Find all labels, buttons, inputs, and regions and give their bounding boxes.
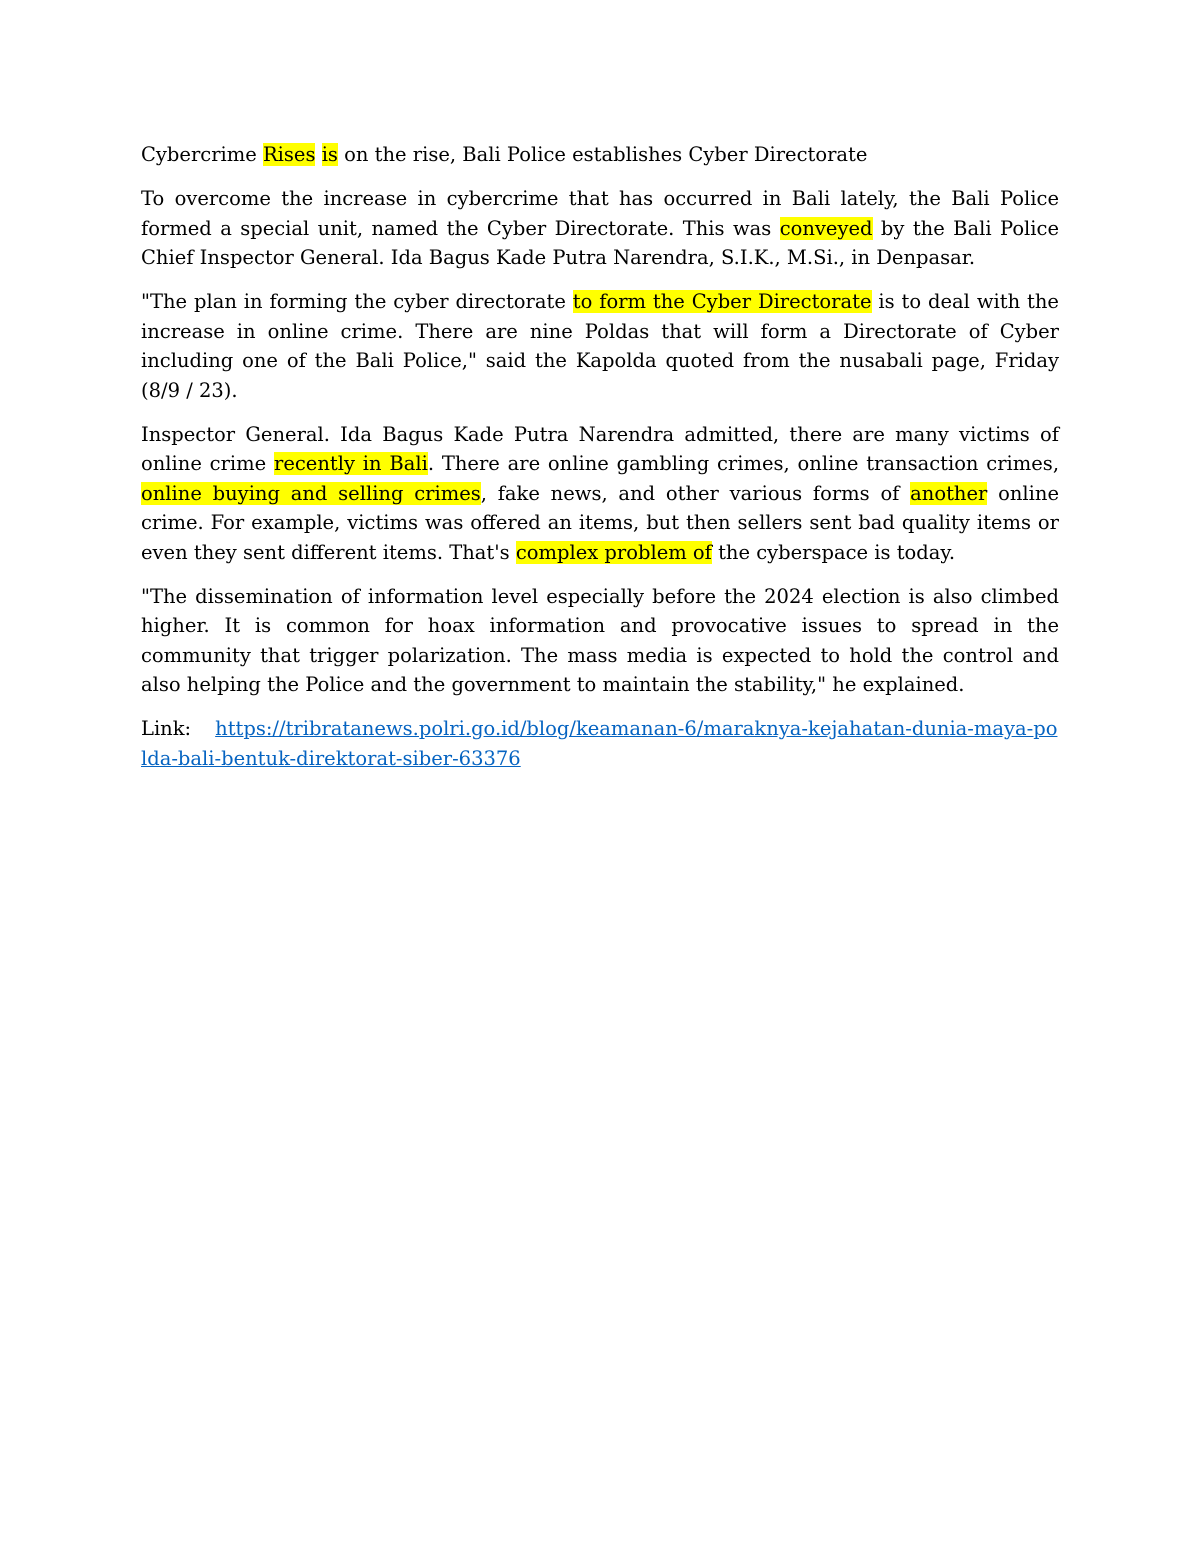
paragraph-text: , fake news, and other various forms of <box>480 481 911 505</box>
paragraph-text: the cyberspace is today. <box>711 540 956 564</box>
paragraph-1 <box>141 184 1059 273</box>
paragraph-text: . There are online gambling crimes, online transaction crimes, <box>427 452 1060 475</box>
title-text: Cybercrime <box>141 143 263 166</box>
highlight-recently-in-bali: recently in Bali <box>274 452 428 475</box>
highlight-online-buying-selling: online buying and selling crimes <box>141 481 481 505</box>
highlight-conveyed: conveyed <box>779 216 873 240</box>
highlight-to-form-cyber-directorate: to form the Cyber Directorate <box>572 290 872 313</box>
paragraph-4: "The dissemination of information level especially before the 2024 election is also climbed higher. It is common for hoax information and provocative issues to spread in the community that trigger polarization. The mass media is expected to hold the control and also helping the Police and the government to maintain the stability," he explained. <box>141 584 1059 696</box>
highlight-is: is <box>321 143 338 166</box>
highlight-complex-problem-of: complex problem of <box>515 540 712 564</box>
paragraph-2 <box>141 287 1059 405</box>
highlight-rises: Rises <box>263 143 316 166</box>
paragraph-text: Inspector General. Ida Bagus Kade Putra Narendra admitted, there are many victims of online crime <box>141 422 1059 475</box>
article-title <box>141 140 1059 170</box>
document-body <box>141 140 1059 788</box>
paragraph-3 <box>141 420 1059 568</box>
source-link-line <box>141 714 1059 773</box>
paragraph-text: online crime. For example, victims was offered an items, but then sellers sent bad quality items or even they sent different items. That's <box>141 481 1059 564</box>
paragraph-text: is to deal with the increase in online crime. There are nine Poldas that will form a Directorate of Cyber including one of the Bali Police," said the Kapolda quoted from the nusabali page, Friday (8/9 / 23). <box>141 290 1059 402</box>
paragraph-text: To overcome the increase in cybercrime that has occurred in Bali lately, the Bali Police formed a special unit, named the Cyber Directorate. This was <box>141 187 1059 240</box>
paragraph-text: by the Bali Police Chief Inspector General. Ida Bagus Kade Putra Narendra, S.I.K., M.Si., in Denpasar. <box>141 216 1059 269</box>
source-link[interactable]: https://tribratanews.polri.go.id/blog/keamanan-6/maraknya-kejahatan-dunia-maya-polda-bali-bentuk-direktorat-siber-63376 <box>141 717 1058 770</box>
highlight-another: another <box>910 481 988 505</box>
title-text: on the rise, Bali Police establishes Cyber Directorate <box>337 143 868 166</box>
paragraph-text: "The plan in forming the cyber directorate <box>141 290 573 313</box>
link-label: Link: <box>141 717 192 740</box>
title-text <box>315 143 321 166</box>
